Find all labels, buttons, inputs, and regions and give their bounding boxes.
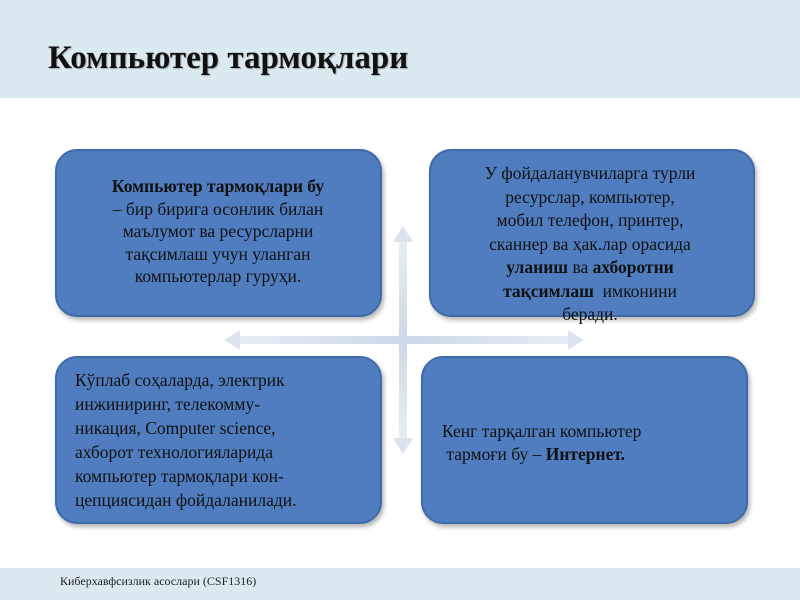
down-arrowhead — [393, 438, 413, 454]
vertical-arrow-bar — [399, 240, 407, 440]
connection-term: уланиш — [506, 257, 569, 277]
applications-line: инжиниринг, телекомму- — [75, 394, 261, 414]
applications-text — [75, 368, 375, 512]
applications-line: компьютер тармоқлари кон- — [75, 466, 284, 486]
purpose-rest: имконини — [593, 280, 677, 301]
purpose-line: беради. — [562, 304, 618, 324]
purpose-line: ресурслар, компьютер, — [505, 186, 675, 207]
applications-line: цепциясидан фойдаланилади. — [75, 490, 297, 510]
purpose-line: сканнер ва ҳак.лар орасида — [489, 233, 691, 254]
purpose-text — [440, 162, 740, 327]
distribution-term: тақсимлаш — [503, 280, 594, 301]
up-arrowhead — [393, 226, 413, 242]
definition-line: – бир бирига осонлик билан — [112, 198, 324, 219]
definition-line: тақсимлаш учун уланган — [125, 243, 311, 264]
right-arrowhead — [568, 330, 584, 350]
purpose-line: мобил телефон, принтер, — [496, 210, 684, 230]
purpose-line: У фойдаланувчиларга турли — [484, 163, 696, 183]
purpose-line — [440, 256, 740, 280]
horizontal-arrow-bar — [238, 336, 572, 344]
slide-title: Компьютер тармоқлари — [48, 40, 409, 76]
information-term: ахборотни — [592, 257, 674, 277]
definition-text — [68, 175, 368, 288]
footer-course-label: Киберхавфсизлик асослари (CSF1316) — [60, 574, 257, 588]
internet-pre: тармоғи бу – — [442, 443, 546, 464]
connector-word: ва — [568, 257, 593, 277]
applications-line: ахборот технологияларида — [75, 442, 273, 462]
internet-text — [442, 420, 732, 465]
internet-term: Интернет. — [545, 443, 626, 464]
definition-lead: Компьютер тармоқлари бу — [111, 176, 325, 196]
internet-line: Кенг тарқалган компьютер — [442, 421, 642, 441]
applications-line: никация, Computer science, — [75, 418, 276, 438]
definition-line: компьютерлар гуруҳи. — [134, 266, 302, 286]
internet-line — [442, 443, 732, 466]
left-arrowhead — [224, 330, 240, 350]
definition-line: маълумот ва ресурсларни — [122, 221, 314, 241]
purpose-line — [440, 280, 740, 304]
applications-line: Кўплаб соҳаларда, электрик — [75, 370, 285, 390]
